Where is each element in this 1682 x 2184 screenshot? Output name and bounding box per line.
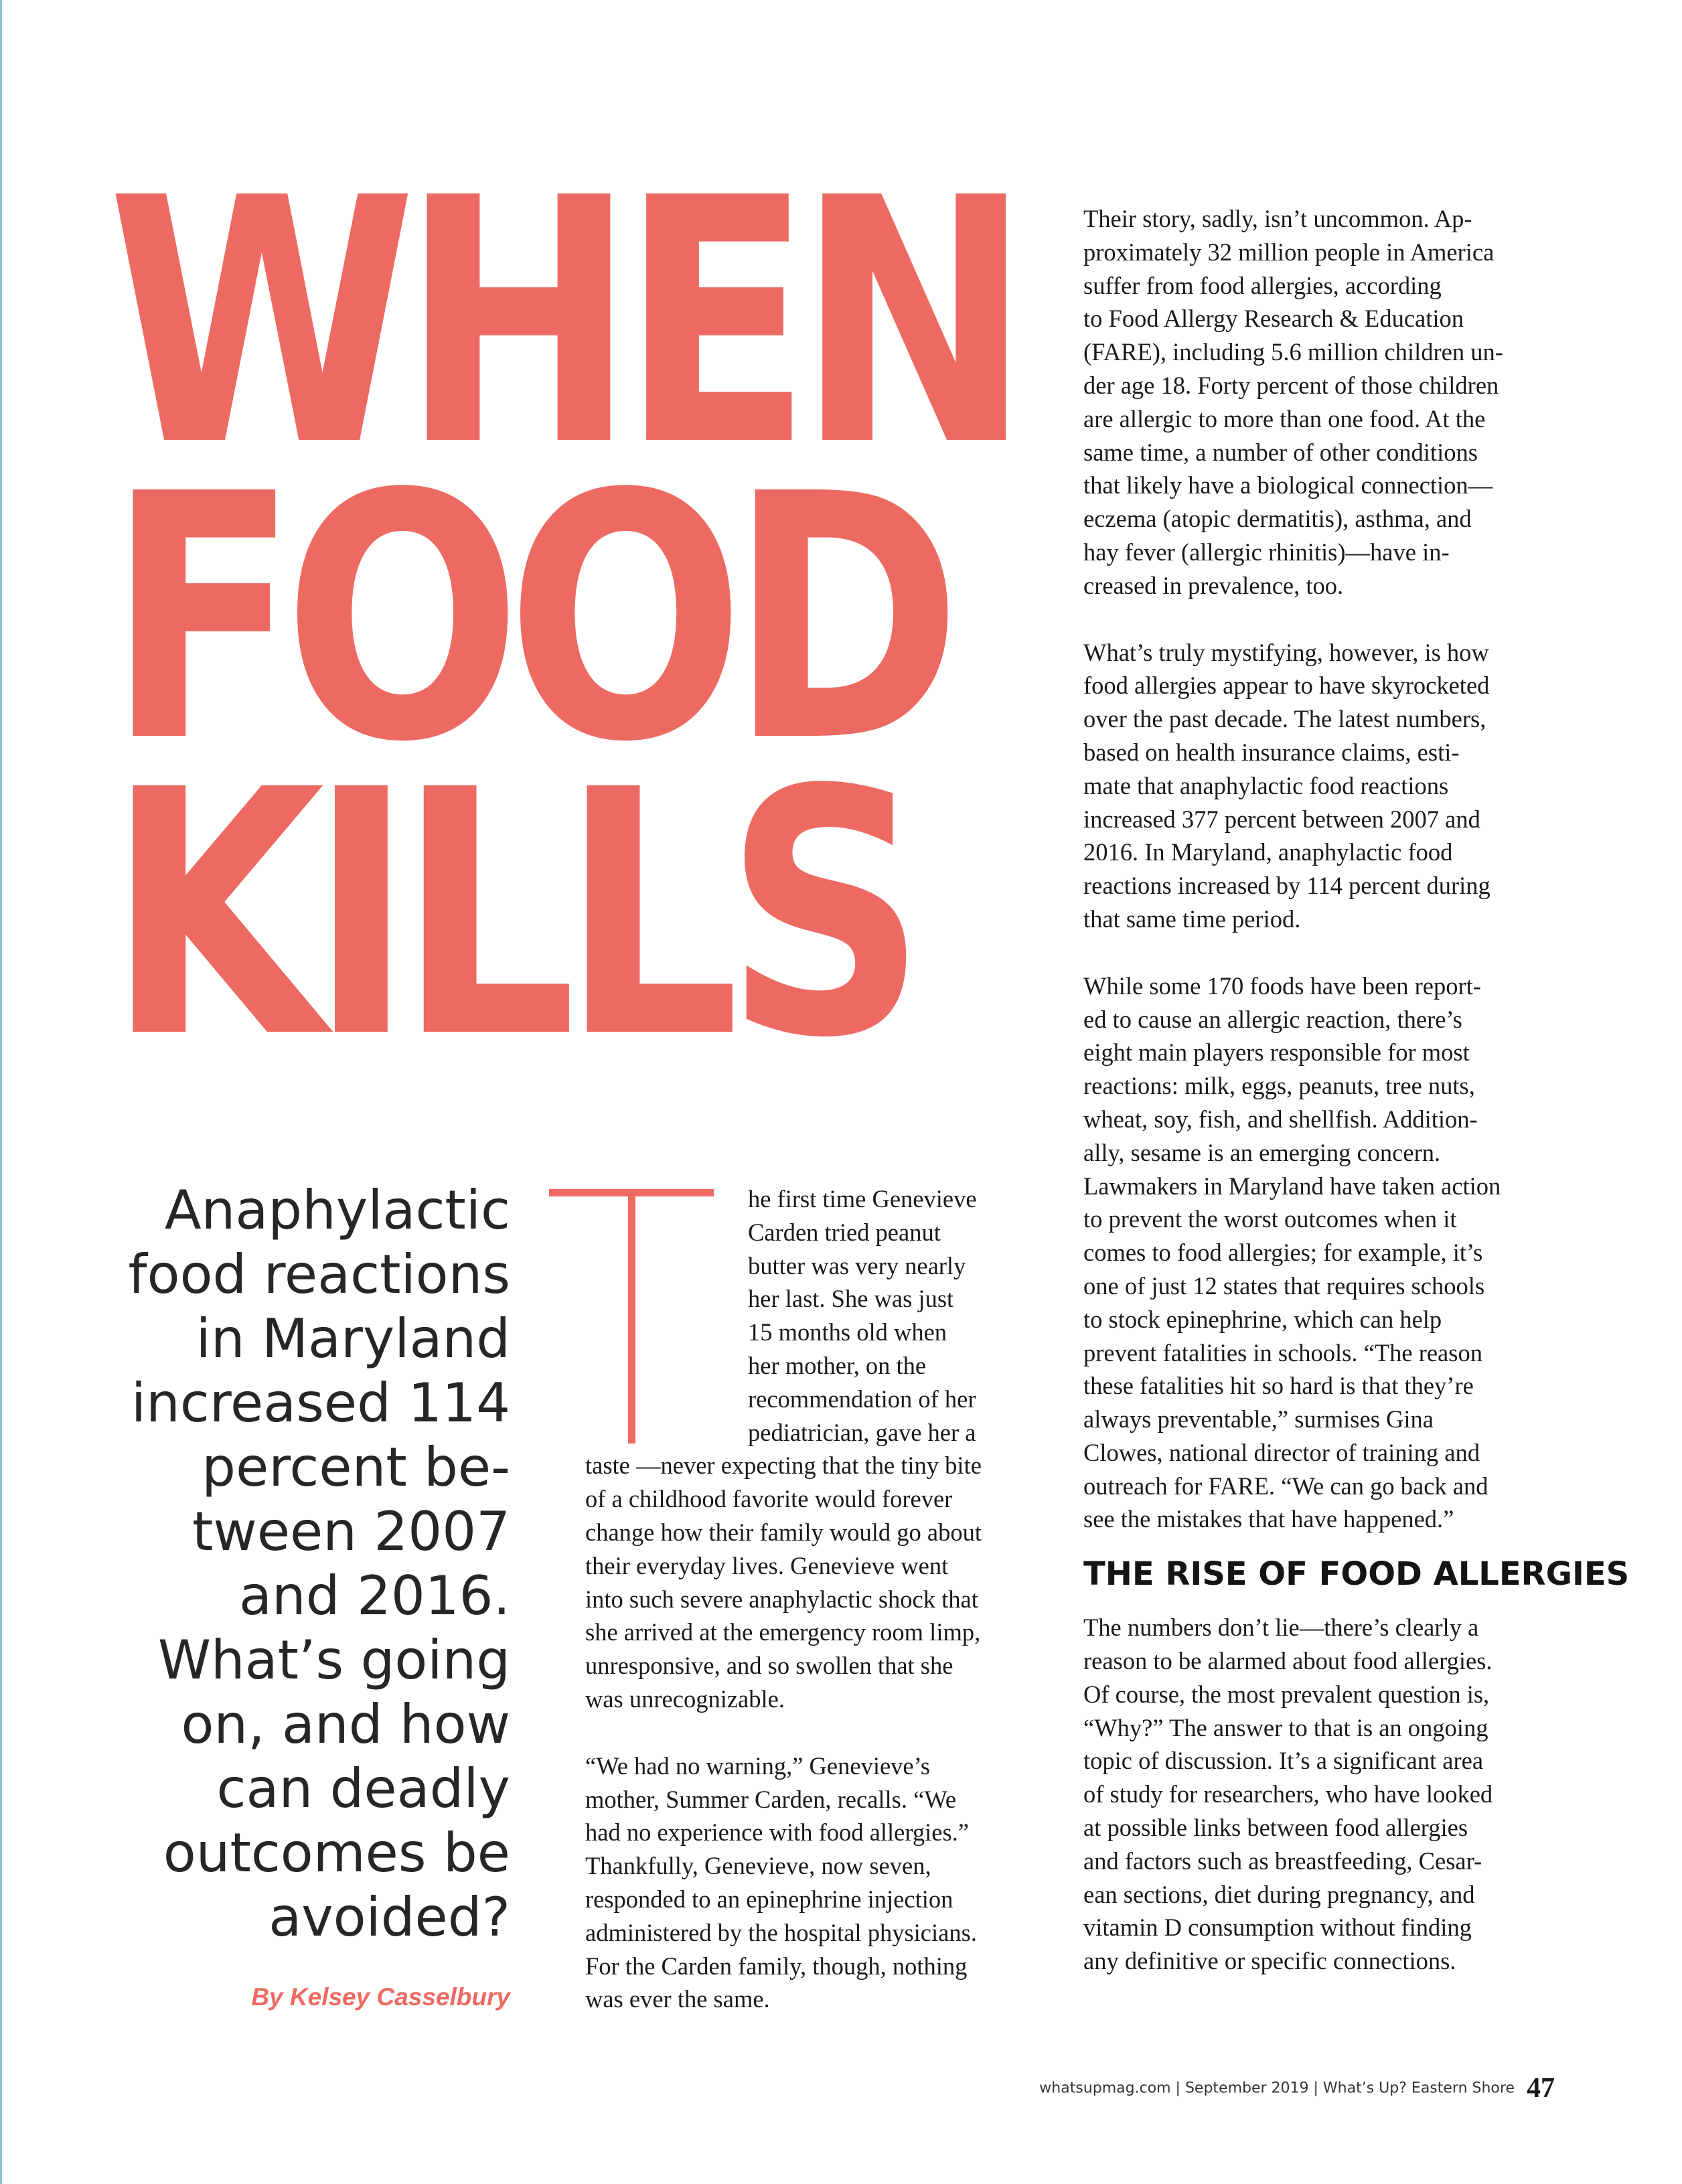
text-line: was ever the same. [585, 1985, 770, 2013]
text-line: one of just 12 states that requires schools [1083, 1271, 1485, 1300]
text-line: increased 377 percent between 2007 and [1083, 805, 1480, 833]
text-line: Their story, sadly, isn’t uncommon. Ap- [1083, 205, 1472, 232]
headline-line: KILLS [107, 718, 911, 1112]
text-line: The numbers don’t lie—there’s clearly a [1083, 1614, 1479, 1642]
text-line: Clowes, national director of training and [1083, 1438, 1480, 1466]
text-line: based on health insurance claims, esti- [1083, 738, 1460, 766]
pull-quote-line: avoided? [269, 1886, 510, 1948]
article-column-2 [1083, 202, 1630, 1978]
page-edge-rule [0, 0, 2, 2184]
text-line: their everyday lives. Genevieve went [585, 1551, 949, 1579]
text-line: mother, Summer Carden, recalls. “We [585, 1785, 957, 1813]
text-line: reactions increased by 114 percent during [1083, 872, 1490, 900]
text-line: change how their family would go about [585, 1518, 982, 1546]
text-line: prevent fatalities in schools. “The reason [1083, 1338, 1482, 1367]
text-line: While some 170 foods have been report- [1083, 971, 1481, 1000]
text-line: creased in prevalence, too. [1083, 571, 1344, 599]
text-line: to Food Allergy Research & Education [1083, 305, 1464, 333]
pull-quote-line: tween 2007 [192, 1500, 510, 1563]
text-line: Of course, the most prevalent question is, [1083, 1680, 1490, 1708]
text-line: her last. She was just [748, 1285, 954, 1313]
text-line: over the past decade. The latest numbers, [1083, 705, 1486, 733]
text-line: unresponsive, and so swollen that she [585, 1652, 953, 1680]
page-number: 47 [1527, 2073, 1555, 2104]
text-line: suffer from food allergies, according [1083, 271, 1442, 299]
text-line: Lawmakers in Maryland have taken action [1083, 1172, 1501, 1200]
article-column-1 [585, 1182, 1047, 2016]
text-line: (FARE), including 5.6 million children un- [1083, 338, 1503, 366]
text-line: proximately 32 million people in America [1083, 238, 1495, 266]
text-line: wheat, soy, fish, and shellfish. Addition- [1083, 1105, 1478, 1133]
section-subhead: THE RISE OF FOOD ALLERGIES [1083, 1555, 1630, 1593]
paragraph [1083, 1611, 1567, 1978]
paragraph [585, 1749, 1047, 2016]
pull-quote-line: food reactions [128, 1243, 510, 1306]
text-line: Carden tried peanut [748, 1218, 941, 1246]
paragraph [585, 1182, 1047, 1716]
text-line: her mother, on the [748, 1351, 927, 1379]
text-line: mate that anaphylactic food reactions [1083, 771, 1449, 799]
text-line: these fatalities hit so hard is that they’re [1083, 1372, 1474, 1400]
text-line: recommendation of her [748, 1385, 976, 1413]
paragraph [1083, 969, 1567, 1537]
byline: By Kelsey Casselbury [251, 1983, 510, 2011]
text-line: to prevent the worst outcomes when it [1083, 1205, 1457, 1233]
text-line: had no experience with food allergies.” [585, 1818, 969, 1847]
text-line: any definitive or specific connections. [1083, 1947, 1456, 1975]
text-line: eight main players responsible for most [1083, 1038, 1470, 1067]
text-line: taste —never expecting that the tiny bite [585, 1452, 982, 1480]
text-line: What’s truly mystifying, however, is how [1083, 638, 1489, 666]
text-line: of study for researchers, who have looked [1083, 1780, 1493, 1808]
pull-quote-line: can deadly [216, 1758, 510, 1820]
text-line: pediatrician, gave her a [748, 1418, 976, 1446]
text-line: der age 18. Forty percent of those children [1083, 371, 1499, 399]
page-footer [1004, 2072, 1555, 2104]
text-line: reactions: milk, eggs, peanuts, tree nuts, [1083, 1072, 1475, 1100]
text-line: 2016. In Maryland, anaphylactic food [1083, 838, 1453, 866]
headline-line: FOOD [107, 422, 947, 816]
text-line: at possible links between food allergies [1083, 1814, 1468, 1842]
text-line: was unrecognizable. [585, 1685, 785, 1713]
pull-quote-line: Anaphylactic [164, 1179, 510, 1241]
text-line: see the mistakes that have happened.” [1083, 1505, 1454, 1533]
paragraph [1083, 202, 1567, 603]
pull-quote-line: increased 114 [131, 1372, 510, 1434]
paragraph-spacer [1083, 936, 1567, 969]
text-line: outreach for FARE. “We can go back and [1083, 1472, 1488, 1500]
text-line: and factors such as breastfeeding, Cesar- [1083, 1847, 1482, 1875]
headline [107, 127, 1058, 1112]
text-line: reason to be alarmed about food allergies. [1083, 1647, 1493, 1675]
footer-text: whatsupmag.com | September 2019 | What’s Up? Eastern Shore [1039, 2080, 1515, 2097]
text-line: butter was very nearly [748, 1251, 966, 1279]
text-line: ean sections, diet during pregnancy, and [1083, 1880, 1475, 1908]
text-line: always preventable,” surmises Gina [1083, 1405, 1434, 1433]
text-line: administered by the hospital physicians. [585, 1918, 977, 1946]
pull-quote-line: on, and how [181, 1693, 510, 1756]
pull-quote-line: and 2016. [239, 1565, 510, 1627]
text-line: he first time Genevieve [748, 1185, 977, 1213]
pull-quote-line: in Maryland [196, 1308, 510, 1370]
paragraph-spacer [1083, 603, 1567, 636]
text-line: are allergic to more than one food. At the [1083, 404, 1486, 433]
pull-quote-line: percent be- [202, 1436, 510, 1498]
text-line: food allergies appear to have skyrocketed [1083, 672, 1490, 700]
text-line: vitamin D consumption without finding [1083, 1914, 1472, 1942]
text-line: Thankfully, Genevieve, now seven, [585, 1852, 931, 1880]
text-line: For the Carden family, though, nothing [585, 1952, 968, 1980]
text-line: topic of discussion. It’s a significant area [1083, 1747, 1484, 1775]
text-line: that same time period. [1083, 905, 1301, 933]
text-line: hay fever (allergic rhinitis)—have in- [1083, 538, 1450, 566]
text-line: 15 months old when [748, 1318, 947, 1346]
text-line: “Why?” The answer to that is an ongoing [1083, 1713, 1488, 1741]
text-line: she arrived at the emergency room limp, [585, 1618, 981, 1646]
paragraph-spacer [585, 1716, 1047, 1749]
text-line: that likely have a biological connection— [1083, 471, 1493, 499]
pull-quote-line: outcomes be [163, 1822, 510, 1884]
headline-line: WHEN [107, 127, 1016, 520]
text-line: same time, a number of other conditions [1083, 438, 1478, 466]
text-line: “We had no warning,” Genevieve’s [585, 1751, 930, 1780]
text-line: into such severe anaphylactic shock that [585, 1585, 978, 1613]
text-line: eczema (atopic dermatitis), asthma, and [1083, 505, 1472, 533]
text-line: to stock epinephrine, which can help [1083, 1305, 1442, 1333]
pull-quote [94, 1178, 510, 1950]
text-line: ed to cause an allergic reaction, there’s [1083, 1005, 1462, 1033]
text-line: comes to food allergies; for example, it’s [1083, 1239, 1483, 1267]
text-line: responded to an epinephrine injection [585, 1885, 953, 1913]
paragraph [1083, 636, 1567, 936]
pull-quote-line: What’s going [157, 1629, 510, 1691]
text-line: ally, sesame is an emerging concern. [1083, 1138, 1441, 1166]
text-line: of a childhood favorite would forever [585, 1485, 953, 1513]
